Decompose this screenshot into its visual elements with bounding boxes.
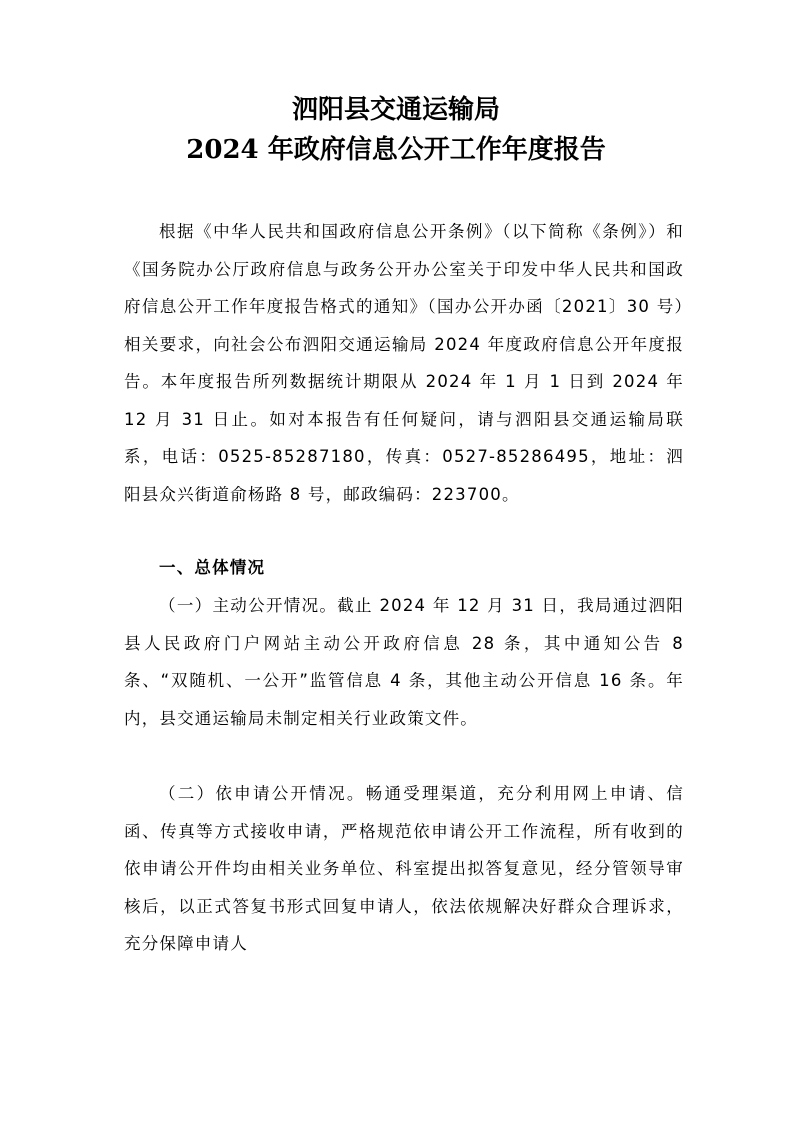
paragraph-active-disclosure: （一）主动公开情况。截止 2024 年 12 月 31 日，我局通过泗阳县人民政府门户网站主动公开政府信息 28 条，其中通知公告 8 条、“双随机、一公开”监管信息 4 条，其他主动公开信息 16 条。年内，县交通运输局未制定相关行业政策文件。 <box>124 596 684 728</box>
report-title-line1: 泗阳县交通运输局 <box>291 95 500 125</box>
report-title-line2: 2024 年政府信息公开工作年度报告 <box>186 135 606 165</box>
section-heading-overview: 一、总体情况 <box>159 558 266 577</box>
paragraph-application-disclosure: （二）依申请公开情况。畅通受理渠道，充分利用网上申请、信函、传真等方式接收申请，严格规范依申请公开工作流程，所有收到的依申请公开件均由相关业务单位、科室提出拟答复意见，经分管领导审核后，以正式答复书形式回复申请人，依法依规解决好群众合理诉求，充分保障申请人 <box>124 784 684 953</box>
intro-paragraph: 根据《中华人民共和国政府信息公开条例》（以下简称《条例》）和《国务院办公厅政府信息与政务公开办公室关于印发中华人民共和国政府信息公开工作年度报告格式的通知》（国办公开办函〔2021〕30 号）相关要求，向社会公布泗阳交通运输局 2024 年度政府信息公开年度报告。本年度报告所列数据统计期限从 2024 年 1 月 1 日到 2024 年 12 月 31 日止。如对本报告有任何疑问，请与泗阳县交通运输局联系，电话：0525-85287180，传真：0527-85286495，地址：泗阳县众兴街道俞杨路 8 号，邮政编码：223700。 <box>124 222 684 504</box>
